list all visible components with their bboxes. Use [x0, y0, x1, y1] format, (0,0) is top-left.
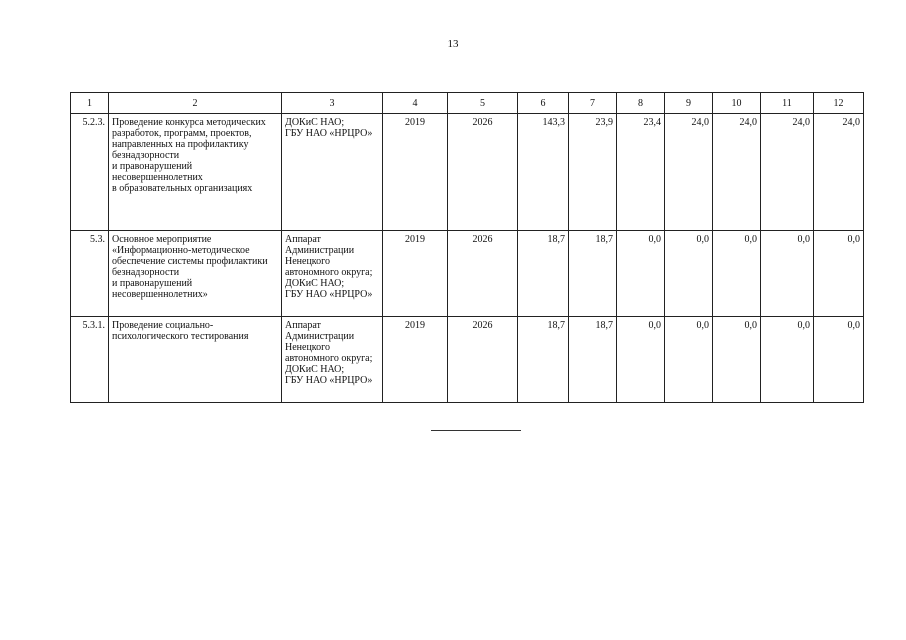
header-cell: 6 — [518, 93, 569, 114]
value-cell: 0,0 — [665, 317, 713, 403]
value-cell: 0,0 — [713, 317, 761, 403]
header-cell: 5 — [448, 93, 518, 114]
value-cell: 0,0 — [617, 231, 665, 317]
header-cell: 4 — [383, 93, 448, 114]
header-cell: 11 — [761, 93, 814, 114]
value-cell: 0,0 — [713, 231, 761, 317]
value-cell: 18,7 — [518, 231, 569, 317]
header-cell: 2 — [109, 93, 282, 114]
header-cell: 8 — [617, 93, 665, 114]
start-year: 2019 — [383, 231, 448, 317]
header-cell: 3 — [282, 93, 383, 114]
value-cell: 0,0 — [761, 317, 814, 403]
end-year: 2026 — [448, 317, 518, 403]
table-row — [71, 317, 864, 403]
value-cell: 18,7 — [569, 317, 617, 403]
header-row — [71, 93, 864, 114]
table-row — [71, 231, 864, 317]
value-cell: 0,0 — [665, 231, 713, 317]
activity-name: Проведение конкурса методических разработок, программ, проектов, направленных на профилактику безнадзорности и правонарушений несовершеннолетних в образовательных организациях — [109, 114, 282, 231]
value-cell: 0,0 — [814, 231, 864, 317]
header-cell: 12 — [814, 93, 864, 114]
table-row — [71, 114, 864, 231]
responsible-executor: Аппарат Администрации Ненецкого автономного округа; ДОКиС НАО; ГБУ НАО «НРЦРО» — [282, 317, 383, 403]
end-year: 2026 — [448, 114, 518, 231]
end-year: 2026 — [448, 231, 518, 317]
value-cell: 18,7 — [569, 231, 617, 317]
responsible-executor: ДОКиС НАО; ГБУ НАО «НРЦРО» — [282, 114, 383, 231]
row-index: 5.3. — [71, 231, 109, 317]
value-cell: 24,0 — [814, 114, 864, 231]
row-index: 5.3.1. — [71, 317, 109, 403]
value-cell: 24,0 — [713, 114, 761, 231]
value-cell: 24,0 — [761, 114, 814, 231]
value-cell: 23,9 — [569, 114, 617, 231]
header-cell: 9 — [665, 93, 713, 114]
value-cell: 0,0 — [617, 317, 665, 403]
value-cell: 23,4 — [617, 114, 665, 231]
start-year: 2019 — [383, 317, 448, 403]
header-cell: 1 — [71, 93, 109, 114]
value-cell: 0,0 — [814, 317, 864, 403]
activity-name: Проведение социально-психологического тестирования — [109, 317, 282, 403]
value-cell: 18,7 — [518, 317, 569, 403]
value-cell: 143,3 — [518, 114, 569, 231]
program-table — [70, 92, 864, 403]
activity-name: Основное мероприятие «Информационно-методическое обеспечение системы профилактики безнадзорности и правонарушений несовершеннолетних» — [109, 231, 282, 317]
value-cell: 24,0 — [665, 114, 713, 231]
value-cell: 0,0 — [761, 231, 814, 317]
row-index: 5.2.3. — [71, 114, 109, 231]
closing-divider — [431, 430, 521, 431]
header-cell: 7 — [569, 93, 617, 114]
responsible-executor: Аппарат Администрации Ненецкого автономного округа; ДОКиС НАО; ГБУ НАО «НРЦРО» — [282, 231, 383, 317]
start-year: 2019 — [383, 114, 448, 231]
page-number: 13 — [447, 38, 459, 50]
header-cell: 10 — [713, 93, 761, 114]
